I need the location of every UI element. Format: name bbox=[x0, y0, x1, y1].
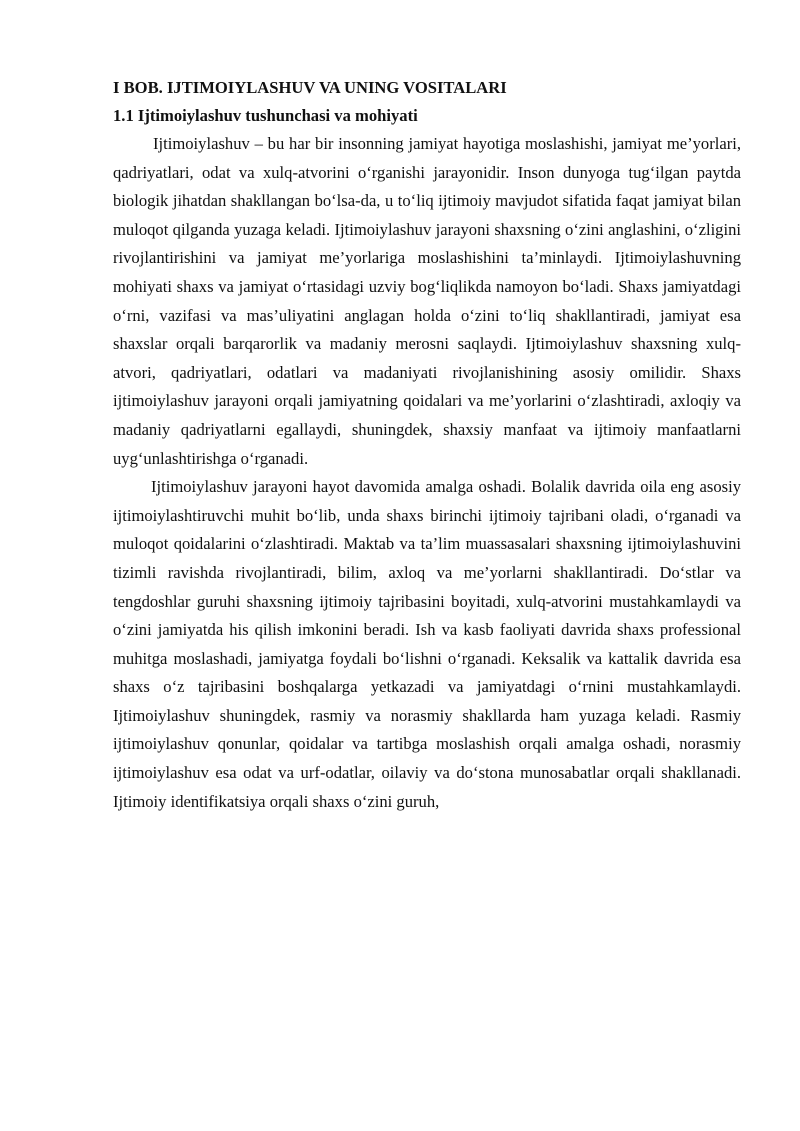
chapter-title: I BOB. IJTIMOIYLASHUV VA UNING VOSITALARI bbox=[113, 78, 507, 97]
paragraph-2: Ijtimoiylashuv jarayoni hayot davomida amalga oshadi. Bolalik davrida oila eng asosiy ijtimoiylashtiruvchi muhit bo‘lib, unda shaxs birinchi ijtimoiy tajribani oladi, o‘rganadi va muloqot qoidalarini o‘zlashtiradi. Maktab va ta’lim muassasalari shaxsning ijtimoiylashuvini tizimli ravishda rivojlantiradi, bilim, axloq va me’yorlarni shakllantiradi. Do‘stlar va tengdoshlar guruhi shaxsning ijtimoiy tajribasini boyitadi, xulq-atvorini mustahkamlaydi va o‘zini jamiyatda his qilish imkonini beradi. Ish va kasb faoliyati davrida shaxs professional muhitga moslashadi, jamiyatga foydali bo‘lishni o‘rganadi. Keksalik va kattalik davrida esa shaxs o‘z tajribasini boshqalarga yetkazadi va jamiyatdagi o‘rnini mustahkamlaydi. Ijtimoiylashuv shuningdek, rasmiy va norasmiy shakllarda ham yuzaga keladi. Rasmiy ijtimoiylashuv qonunlar, qoidalar va tartibga moslashish orqali amalga oshadi, norasmiy ijtimoiylashuv esa odat va urf-odatlar, oilaviy va do‘stona munosabatlar orqali shakllanadi. Ijtimoiy identifikatsiya orqali shaxs o‘zini guruh, bbox=[113, 477, 741, 811]
section-title: 1.1 Ijtimoiylashuv tushunchasi va mohiyati bbox=[113, 106, 418, 125]
page-content bbox=[113, 74, 741, 816]
paragraph-1: Ijtimoiylashuv – bu har bir insonning jamiyat hayotiga moslashishi, jamiyat me’yorlari, qadriyatlari, odat va xulq-atvorini o‘rganishi jarayonidir. Inson dunyoga tug‘ilgan paytda biologik jihatdan shakllangan bo‘lsa-da, u to‘liq ijtimoiy mavjudot sifatida faqat jamiyat bilan muloqot qilganda yuzaga keladi. Ijtimoiylashuv jarayoni shaxsning o‘zini anglashini, o‘zligini rivojlantirishini va jamiyat me’yorlariga moslashishini ta’minlaydi. Ijtimoiylashuvning mohiyati shaxs va jamiyat o‘rtasidagi uzviy bog‘liqlikda namoyon bo‘ladi. Shaxs jamiyatdagi o‘rni, vazifasi va mas’uliyatini anglagan holda o‘zini to‘liq shakllantiradi, jamiyat esa shaxslar orqali barqarorlik va madaniy merosni saqlaydi. Ijtimoiylashuv shaxsning xulq-atvori, qadriyatlari, odatlari va madaniyati rivojlanishining asosiy omilidir. Shaxs ijtimoiylashuv jarayoni orqali jamiyatning qoidalari va me’yorlarini o‘zlashtiradi, axloqiy va madaniy qadriyatlarni egallaydi, shuningdek, shaxsiy manfaat va ijtimoiy manfaatlarni uyg‘unlashtirishga o‘rganadi. bbox=[113, 134, 741, 468]
